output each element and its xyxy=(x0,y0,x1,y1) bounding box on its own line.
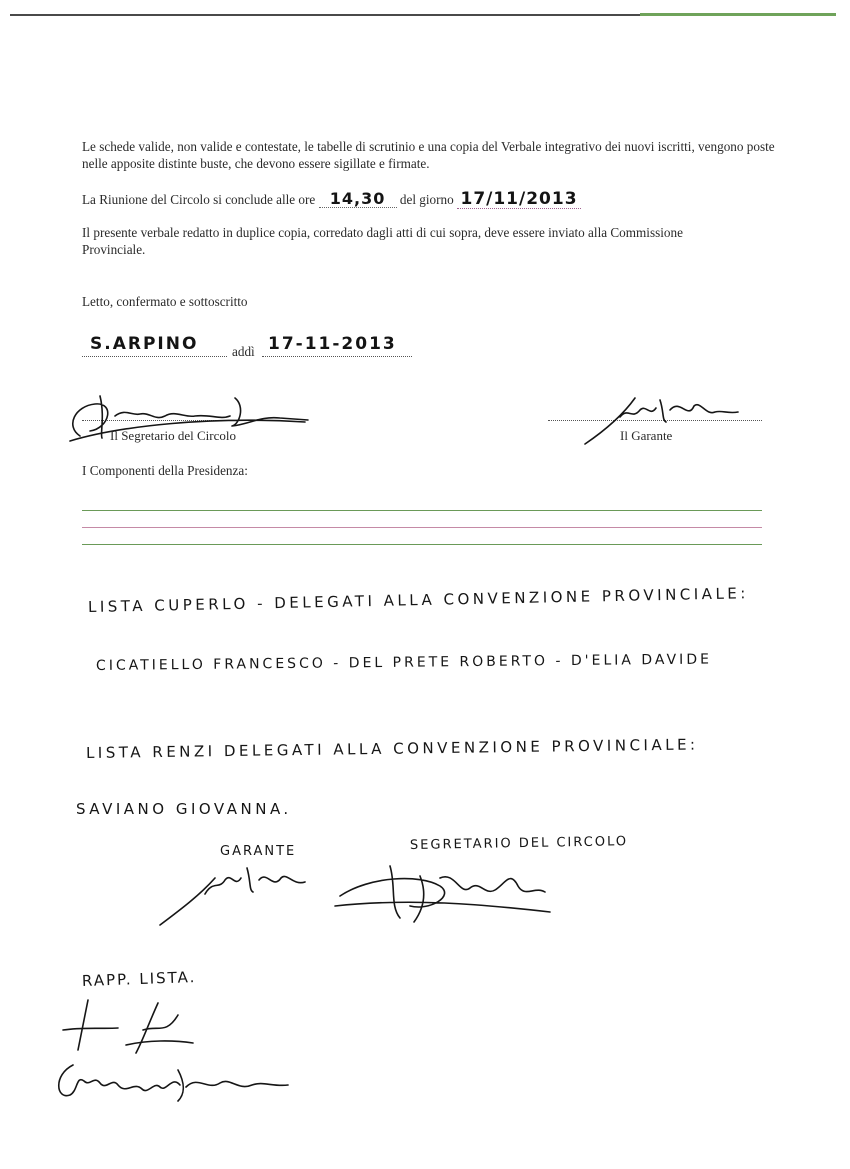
hand-garante-label: GARANTE xyxy=(220,844,297,859)
ore-value: 14,30 xyxy=(319,190,397,208)
top-border-accent xyxy=(640,13,836,16)
place-date-line xyxy=(262,356,412,357)
place-date-value: 17-11-2013 xyxy=(268,334,397,354)
giorno-value: 17/11/2013 xyxy=(457,191,581,209)
conclusione-text: La Riunione del Circolo si conclude alle ore xyxy=(82,192,316,207)
presidenza-line-3 xyxy=(82,544,762,545)
garante-label: Il Garante xyxy=(620,428,673,443)
hand-segretario-label: SEGRETARIO DEL CIRCOLO xyxy=(409,834,629,853)
place-value: S.ARPINO xyxy=(90,334,199,354)
paragraph-verbale: Il presente verbale redatto in duplice copia, corredato dagli atti di cui sopra, deve essere inviato alla Commissione Provinciale. xyxy=(82,225,683,257)
hand-segretario-signature xyxy=(330,856,555,926)
paragraph-conclusione xyxy=(82,190,682,209)
hand-garante-signature xyxy=(155,860,315,930)
hand-rapp-lista: RAPP. LISTA. xyxy=(81,968,197,990)
letto-confermato: Letto, confermato e sottoscritto xyxy=(82,294,248,309)
hand-line-cuperlo: LISTA CUPERLO - DELEGATI ALLA CONVENZIONE PROVINCIALE: xyxy=(87,584,750,616)
presidenza-line-1 xyxy=(82,510,762,511)
place-line xyxy=(82,356,227,357)
segretario-label: Il Segretario del Circolo xyxy=(110,428,236,443)
hand-line-cuperlo-names: CICATIELLO FRANCESCO - DEL PRETE ROBERTO - D'ELIA DAVIDE xyxy=(95,651,712,674)
presidenza-line-2 xyxy=(82,527,762,528)
componenti-label: I Componenti della Presidenza: xyxy=(82,463,248,478)
giorno-label: del giorno xyxy=(399,192,454,207)
paragraph-schede: Le schede valide, non valide e contestate, le tabelle di scrutinio e una copia del Verbale integrativo dei nuovi iscritti, vengono poste nelle apposite distinte buste, che devono essere sigillate e firmate. xyxy=(82,139,775,171)
hand-line-renzi-names: SAVIANO GIOVANNA. xyxy=(76,800,292,818)
addi-label: addì xyxy=(232,344,255,359)
hand-line-renzi: LISTA RENZI DELEGATI ALLA CONVENZIONE PROVINCIALE: xyxy=(85,735,699,762)
rapp-lista-signatures xyxy=(48,995,298,1110)
